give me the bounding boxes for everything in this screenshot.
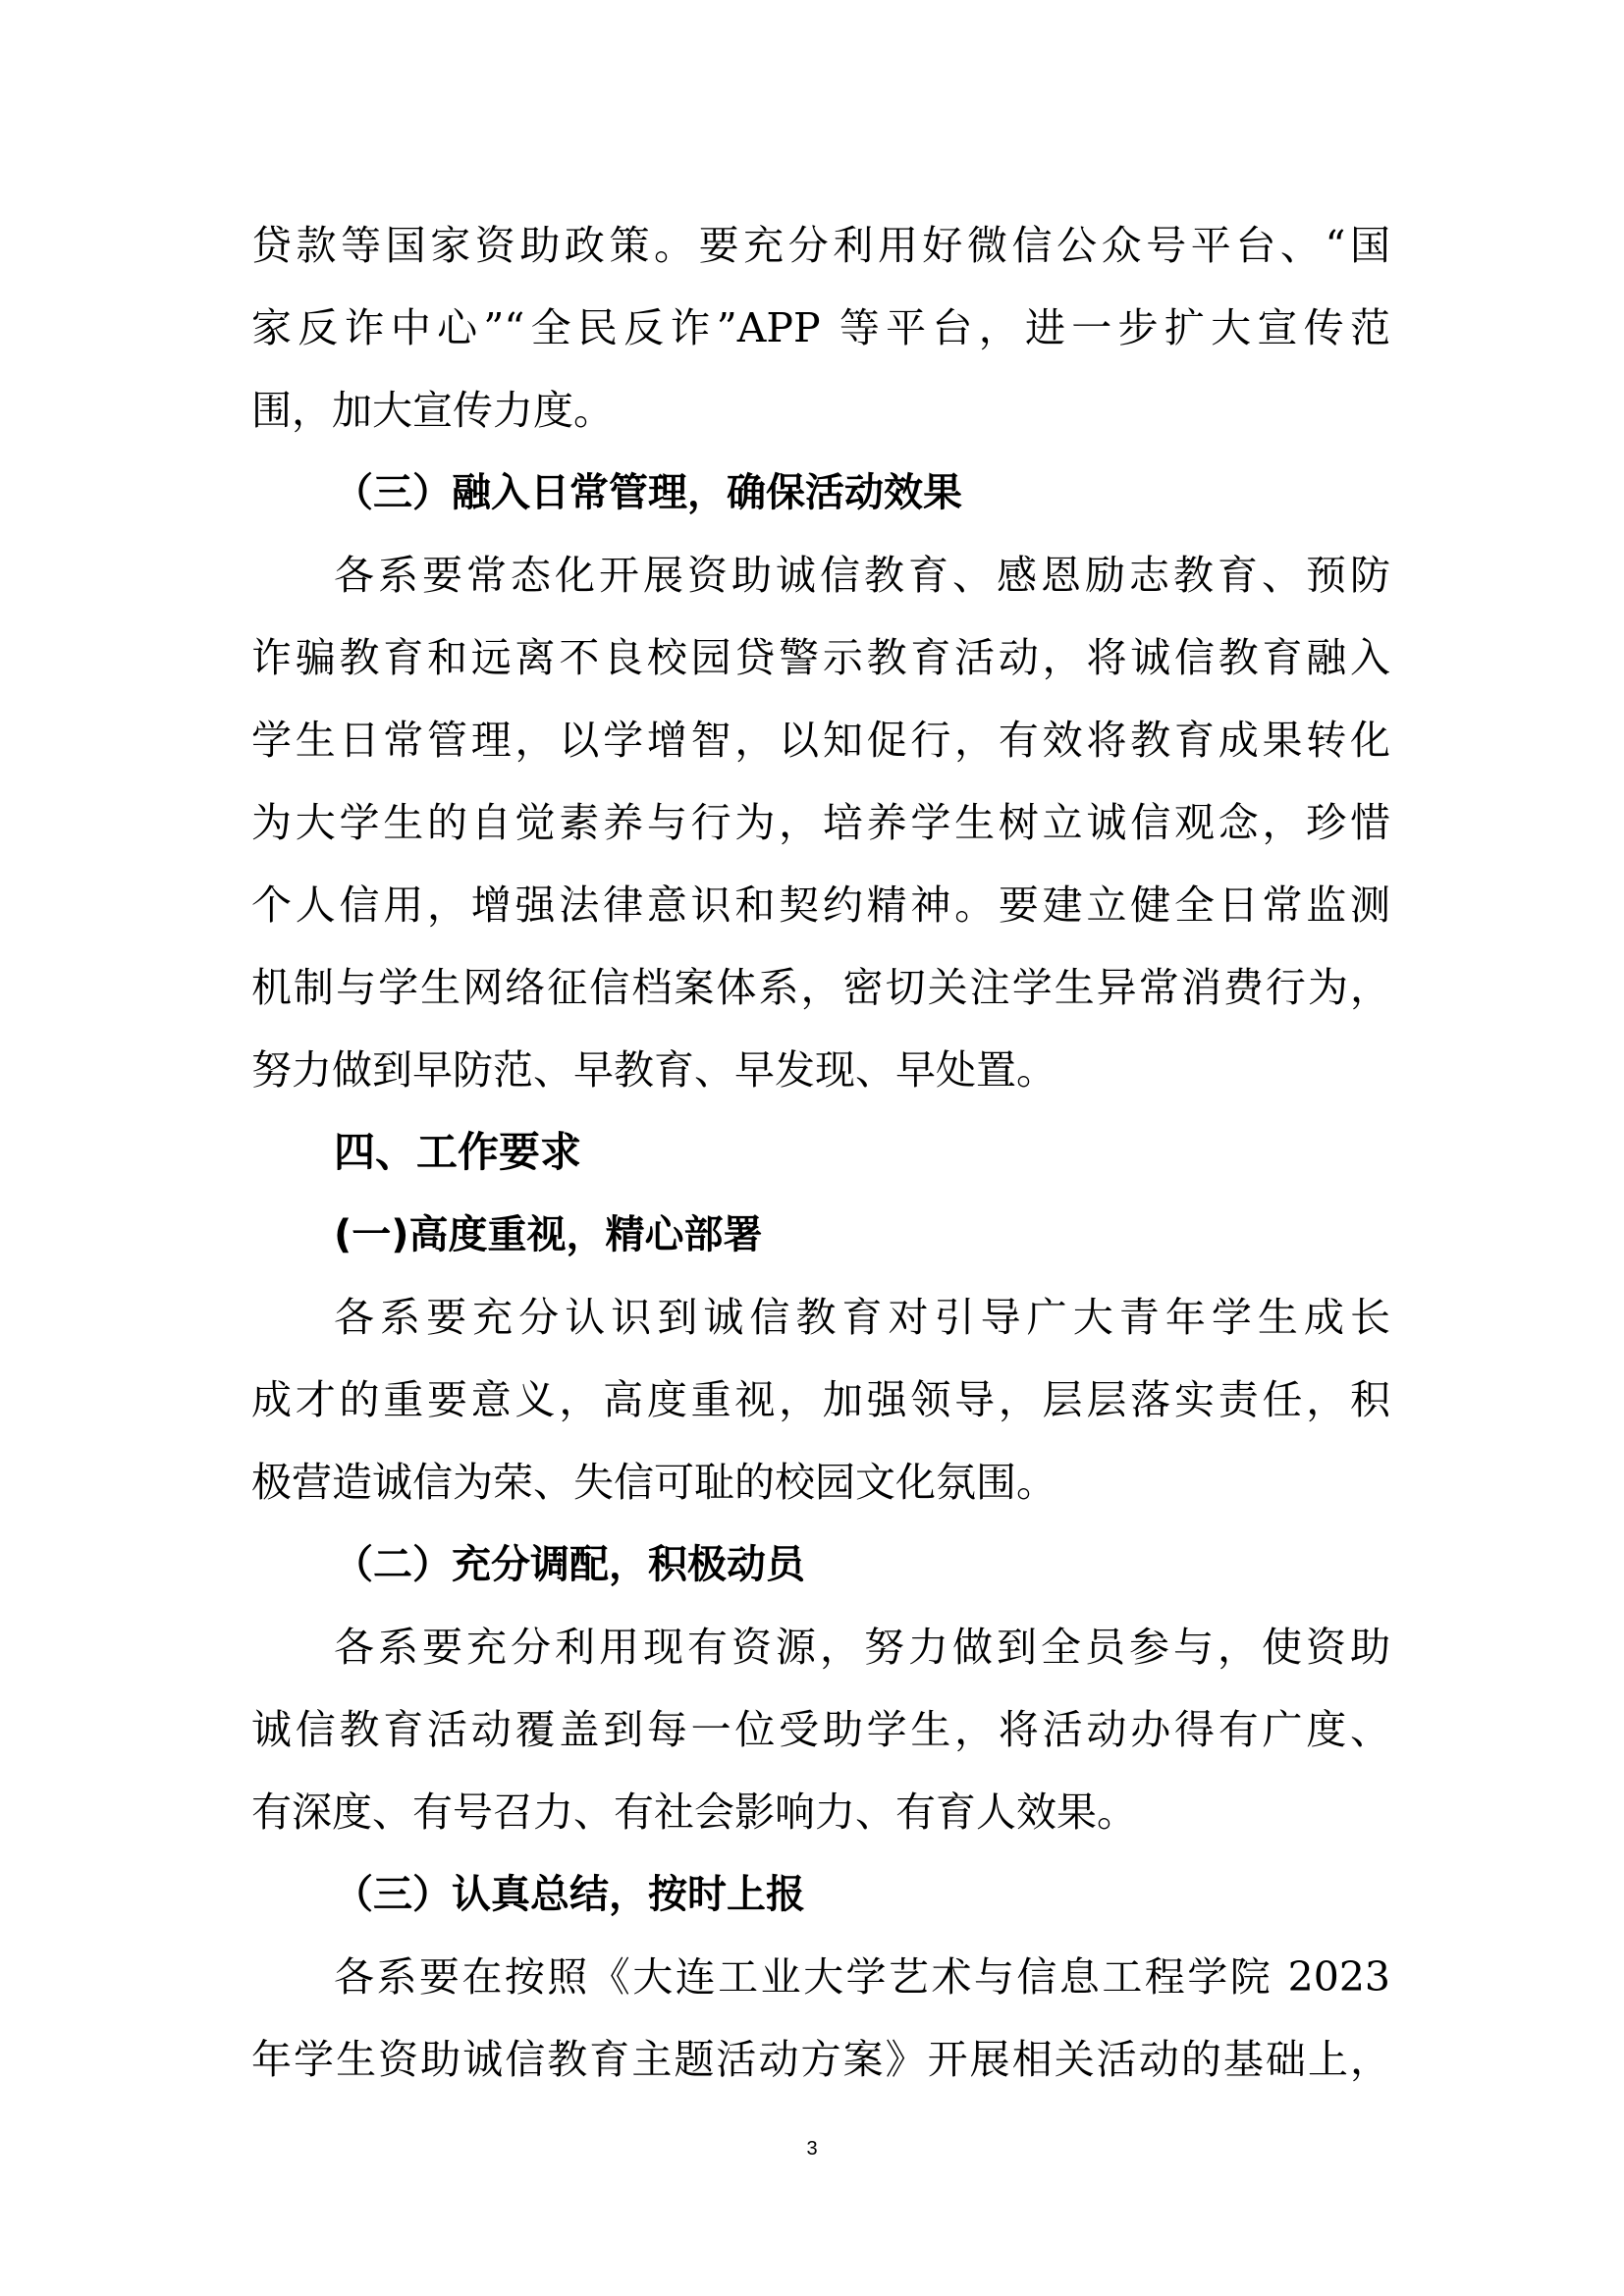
- body-text-line: 各系要常态化开展资助诚信教育、感恩励志教育、预防: [334, 552, 1390, 599]
- body-text-line: 努力做到早防范、早教育、早发现、早处置。: [251, 1046, 1056, 1094]
- body-text-line: 年学生资助诚信教育主题活动方案》开展相关活动的基础上，: [251, 2036, 1390, 2083]
- page-number: 3: [806, 2138, 818, 2160]
- body-text-line: 有深度、有号召力、有社会影响力、有育人效果。: [251, 1789, 1137, 1836]
- body-text-line: 各系要充分利用现有资源，努力做到全员参与，使资助: [334, 1624, 1390, 1671]
- body-text-line: 机制与学生网络征信档案体系，密切关注学生异常消费行为，: [251, 964, 1390, 1011]
- body-text-line: 贷款等国家资助政策。要充分利用好微信公众号平台、“国: [251, 222, 1390, 269]
- subsection-heading: （三）认真总结，按时上报: [334, 1872, 805, 1917]
- section-heading: 四、工作要求: [334, 1128, 582, 1176]
- body-text-line: 各系要充分认识到诚信教育对引导广大青年学生成长: [334, 1294, 1390, 1341]
- body-text-line: 学生日常管理，以学增智，以知促行，有效将教育成果转化: [251, 717, 1390, 764]
- body-text-line: 各系要在按照《大连工业大学艺术与信息工程学院 2023: [334, 1953, 1390, 2001]
- body-text-line: 围，加大宣传力度。: [251, 387, 614, 434]
- body-text-line: 为大学生的自觉素养与行为，培养学生树立诚信观念，珍惜: [251, 799, 1390, 846]
- subsection-heading: （二）充分调配，积极动员: [334, 1542, 805, 1587]
- body-text-line: 家反诈中心”“全民反诈”APP 等平台，进一步扩大宣传范: [251, 304, 1390, 351]
- subsection-heading: (一)高度重视，精心部署: [334, 1212, 763, 1257]
- body-text-line: 诈骗教育和远离不良校园贷警示教育活动，将诚信教育融入: [251, 634, 1390, 681]
- body-text-line: 极营造诚信为荣、失信可耻的校园文化氛围。: [251, 1459, 1056, 1506]
- body-text-line: 个人信用，增强法律意识和契约精神。要建立健全日常监测: [251, 881, 1390, 929]
- body-text-line: 诚信教育活动覆盖到每一位受助学生，将活动办得有广度、: [251, 1706, 1390, 1753]
- subsection-heading: （三）融入日常管理，确保活动效果: [334, 470, 962, 515]
- body-text-line: 成才的重要意义，高度重视，加强领导，层层落实责任，积: [251, 1376, 1390, 1423]
